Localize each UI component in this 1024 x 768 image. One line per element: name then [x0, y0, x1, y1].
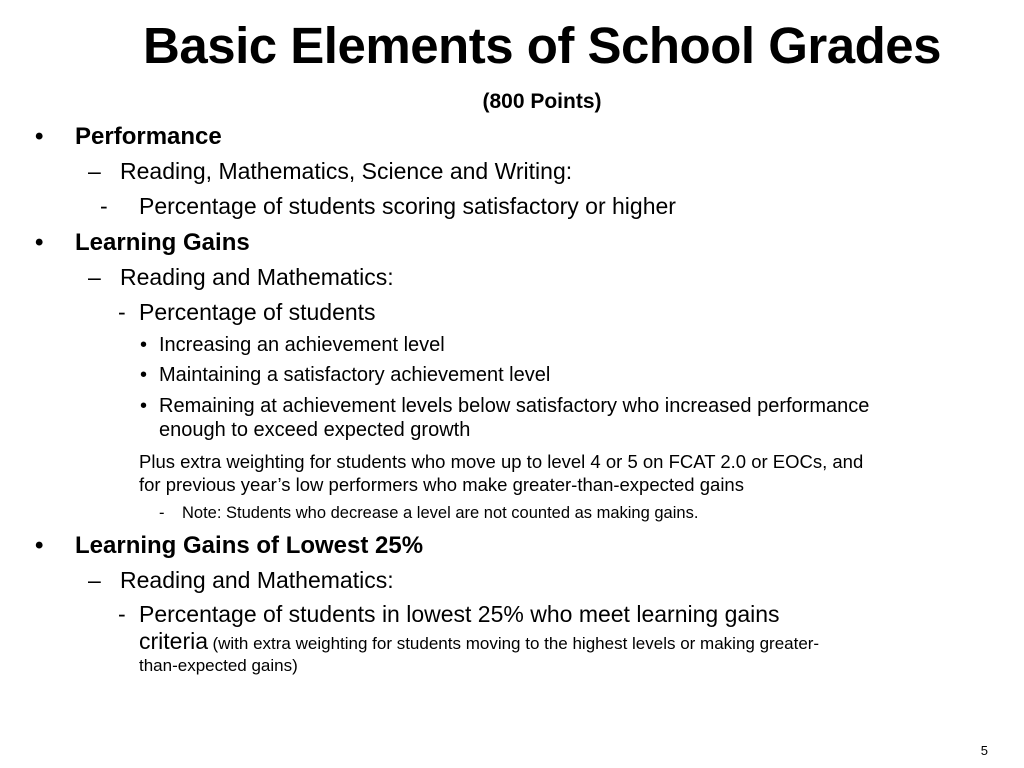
extra-weighting-note-continuation: for previous year’s low performers who make greater-than-expected gains — [139, 474, 744, 495]
lowest-25-subjects: Reading and Mathematics: — [120, 567, 394, 593]
hyphen-marker: - — [118, 299, 126, 325]
criteria-parenthetical: (with extra weighting for students moving to the highest levels or making greater- — [212, 634, 820, 653]
page-number: 5 — [980, 743, 988, 758]
list-item: Increasing an achievement level — [159, 334, 445, 356]
list-item-continuation: enough to exceed expected growth — [159, 419, 471, 441]
bullet-marker: • — [35, 229, 44, 256]
list-item: Maintaining a satisfactory achievement level — [159, 364, 551, 386]
hyphen-marker: - — [118, 601, 126, 627]
hyphen-marker: - — [159, 504, 165, 522]
extra-weighting-note: Plus extra weighting for students who move up to level 4 or 5 on FCAT 2.0 or EOCs, and — [139, 451, 864, 472]
performance-detail: Percentage of students scoring satisfactory or higher — [139, 193, 676, 219]
learning-gains-subjects: Reading and Mathematics: — [120, 264, 394, 290]
slide-title: Basic Elements of School Grades — [143, 17, 941, 74]
bullet-marker: • — [140, 395, 148, 417]
dash-marker: – — [88, 264, 101, 290]
learning-gains-detail: Percentage of students — [139, 299, 376, 325]
bullet-performance: Performance — [75, 123, 222, 150]
performance-subjects: Reading, Mathematics, Science and Writing: — [120, 158, 573, 184]
lowest-25-detail: Percentage of students in lowest 25% who meet learning gains — [139, 601, 780, 627]
bullet-learning-gains: Learning Gains — [75, 229, 250, 256]
slide-subtitle: (800 Points) — [482, 90, 602, 113]
decrease-note: Note: Students who decrease a level are not counted as making gains. — [182, 504, 699, 522]
criteria-text: criteria — [139, 628, 209, 654]
dash-marker: – — [88, 567, 101, 593]
bullet-marker: • — [35, 123, 44, 150]
bullet-lowest-25: Learning Gains of Lowest 25% — [75, 532, 424, 559]
bullet-marker: • — [140, 334, 148, 356]
bullet-marker: • — [140, 364, 148, 386]
lowest-25-detail-line2 — [139, 628, 819, 654]
list-item: Remaining at achievement levels below satisfactory who increased performance — [159, 395, 870, 417]
hyphen-marker: - — [100, 193, 108, 219]
dash-marker: – — [88, 158, 101, 184]
bullet-marker: • — [35, 532, 44, 559]
lowest-25-detail-line3: than-expected gains) — [139, 656, 298, 675]
